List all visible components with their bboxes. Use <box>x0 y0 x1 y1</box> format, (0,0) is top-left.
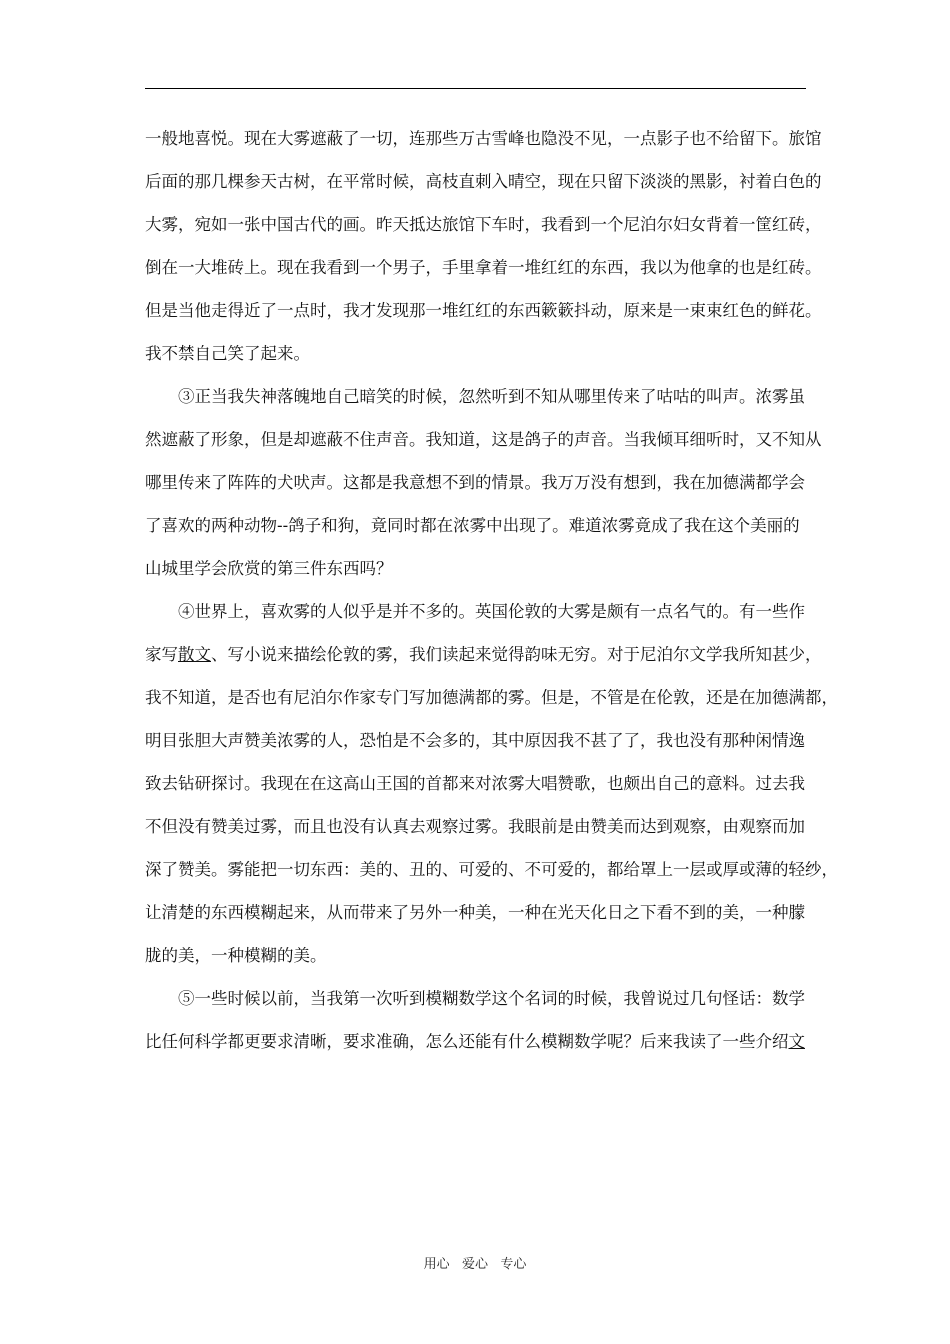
text-line: 深了赞美。雾能把一切东西：美的、丑的、可爱的、不可爱的，都给罩上一层或厚或薄的轻纱， <box>145 860 838 879</box>
text-segment: 比任何科学都更要求清晰，要求准确，怎么还能有什么模糊数学呢？后来我读了一些介绍 <box>145 1032 789 1051</box>
text-line: 致去钻研探讨。我现在在这高山王国的首都来对浓雾大唱赞歌，也颇出自己的意料。过去我 <box>145 774 805 793</box>
text-line: 我不禁自己笑了起来。 <box>145 344 310 363</box>
text-line: 不但没有赞美过雾，而且也没有认真去观察过雾。我眼前是由赞美而达到观察，由观察而加 <box>145 817 805 836</box>
underlined-link-wen[interactable]: 文 <box>788 1032 805 1051</box>
text-line: 明目张胆大声赞美浓雾的人，恐怕是不会多的，其中原因我不甚了了，我也没有那种闲情逸 <box>145 731 805 750</box>
text-segment: 家写 <box>145 645 178 664</box>
document-body <box>145 117 838 1063</box>
text-line: 但是当他走得近了一点时，我才发现那一堆红红的东西簌簌抖动，原来是一束束红色的鲜花。 <box>145 301 822 320</box>
text-line: 让清楚的东西模糊起来，从而带来了另外一种美，一种在光天化日之下看不到的美，一种朦 <box>145 903 805 922</box>
page-footer: 用心 爱心 专心 <box>423 1257 527 1272</box>
header-rule <box>145 88 806 89</box>
paragraph-3-start: ③正当我失神落魄地自己暗笑的时候，忽然听到不知从哪里传来了咕咕的叫声。浓雾虽 <box>178 387 805 406</box>
text-line: 哪里传来了阵阵的犬吠声。这都是我意想不到的情景。我万万没有想到，我在加德满都学会 <box>145 473 805 492</box>
text-line: 然遮蔽了形象，但是却遮蔽不住声音。我知道，这是鸽子的声音。当我倾耳细听时，又不知从 <box>145 430 822 449</box>
text-line: 山城里学会欣赏的第三件东西吗？ <box>145 559 393 578</box>
paragraph-4-start: ④世界上，喜欢雾的人似乎是并不多的。英国伦敦的大雾是颇有一点名气的。有一些作 <box>178 602 805 621</box>
text-line <box>145 633 822 676</box>
text-line: 胧的美，一种模糊的美。 <box>145 946 327 965</box>
text-line: 后面的那几棵参天古树，在平常时候，高枝直刺入晴空，现在只留下淡淡的黑影，衬着白色的 <box>145 172 822 191</box>
text-line: 倒在一大堆砖上。现在我看到一个男子，手里拿着一堆红红的东西，我以为他拿的也是红砖。 <box>145 258 822 277</box>
text-line: 我不知道，是否也有尼泊尔作家专门写加德满都的雾。但是，不管是在伦敦，还是在加德满都， <box>145 688 838 707</box>
paragraph-5-start: ⑤一些时候以前，当我第一次听到模糊数学这个名词的时候，我曾说过几句怪话：数学 <box>178 989 805 1008</box>
text-line: 了喜欢的两种动物--鸽子和狗，竟同时都在浓雾中出现了。难道浓雾竟成了我在这个美丽的 <box>145 516 800 535</box>
underlined-link-sanwen[interactable]: 散文 <box>178 645 211 664</box>
text-line: 一般地喜悦。现在大雾遮蔽了一切，连那些万古雪峰也隐没不见，一点影子也不给留下。旅馆 <box>145 129 822 148</box>
text-segment: 、写小说来描绘伦敦的雾，我们读起来觉得韵味无穷。对于尼泊尔文学我所知甚少， <box>211 645 822 664</box>
text-line <box>145 1020 809 1063</box>
text-line: 大雾，宛如一张中国古代的画。昨天抵达旅馆下车时，我看到一个尼泊尔妇女背着一筐红砖， <box>145 215 822 234</box>
